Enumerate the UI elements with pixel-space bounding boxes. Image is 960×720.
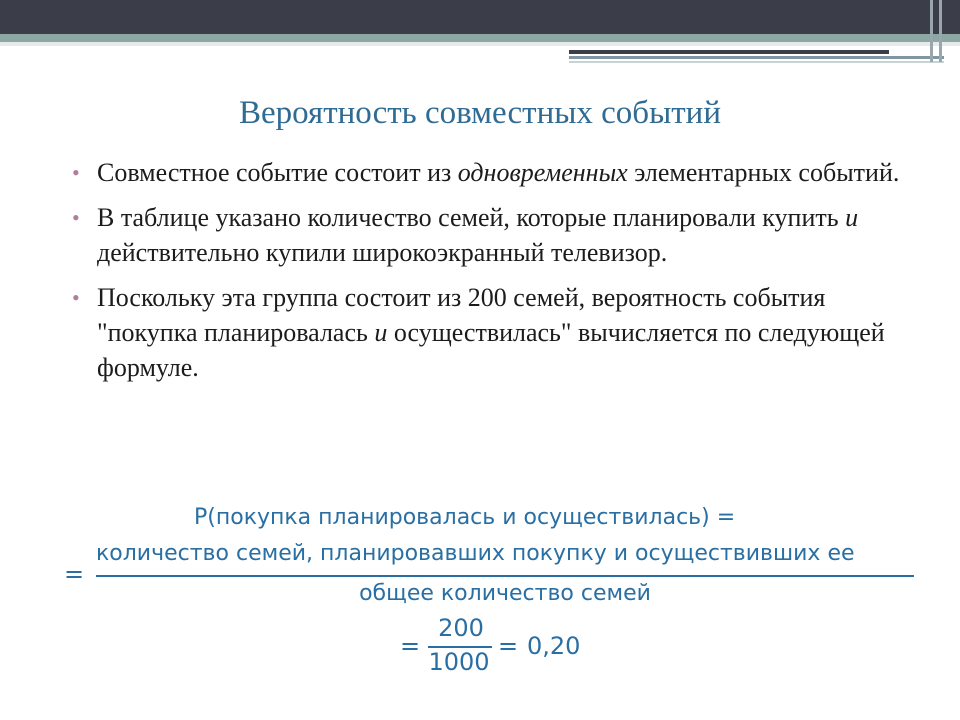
bullet-item <box>72 155 912 190</box>
fraction-numerator: 200 <box>438 614 484 642</box>
formula-equals-sign: = <box>64 560 85 588</box>
bullet-icon: • <box>72 160 80 185</box>
top-dark-bar <box>0 0 960 34</box>
decor-vertical-line <box>930 0 933 62</box>
decor-vertical-line <box>939 0 942 62</box>
accent-stripe-2 <box>569 56 944 59</box>
accent-stripe-1 <box>569 50 889 54</box>
bullet-icon: • <box>72 205 80 230</box>
bullet-icon: • <box>72 285 80 310</box>
slide-title: Вероятность совместных событий <box>239 95 721 131</box>
formula-result: 0,20 <box>527 632 581 660</box>
numeric-fraction <box>400 610 600 680</box>
fraction-denominator: 1000 <box>428 648 490 676</box>
bullet-text: Совместное событие состоит из одновременных элементарных событий. <box>97 158 900 187</box>
bullet-item <box>72 200 912 270</box>
bullet-item <box>72 280 912 385</box>
top-teal-bar <box>0 34 960 42</box>
accent-stripe-3 <box>569 61 944 63</box>
fraction-bar <box>96 575 914 577</box>
formula-equals-sign: = <box>498 632 519 660</box>
bullet-text: Поскольку эта группа состоит из 200 семей, вероятность события "покупка планировалась и осуществилась" вычисляется по следующей формуле. <box>97 283 885 382</box>
formula-numerator: количество семей, планировавших покупку и осуществивших ее <box>96 541 855 566</box>
formula-denominator: общее количество семей <box>359 581 651 606</box>
top-light-bar <box>0 42 960 46</box>
bullet-list <box>72 155 912 395</box>
formula-probability-label: P(покупка планировалась и осуществилась) = <box>194 505 736 530</box>
formula-equals-sign: = <box>400 632 421 660</box>
bullet-text: В таблице указано количество семей, которые планировали купить и действительно купили широкоэкранный телевизор. <box>97 203 859 267</box>
